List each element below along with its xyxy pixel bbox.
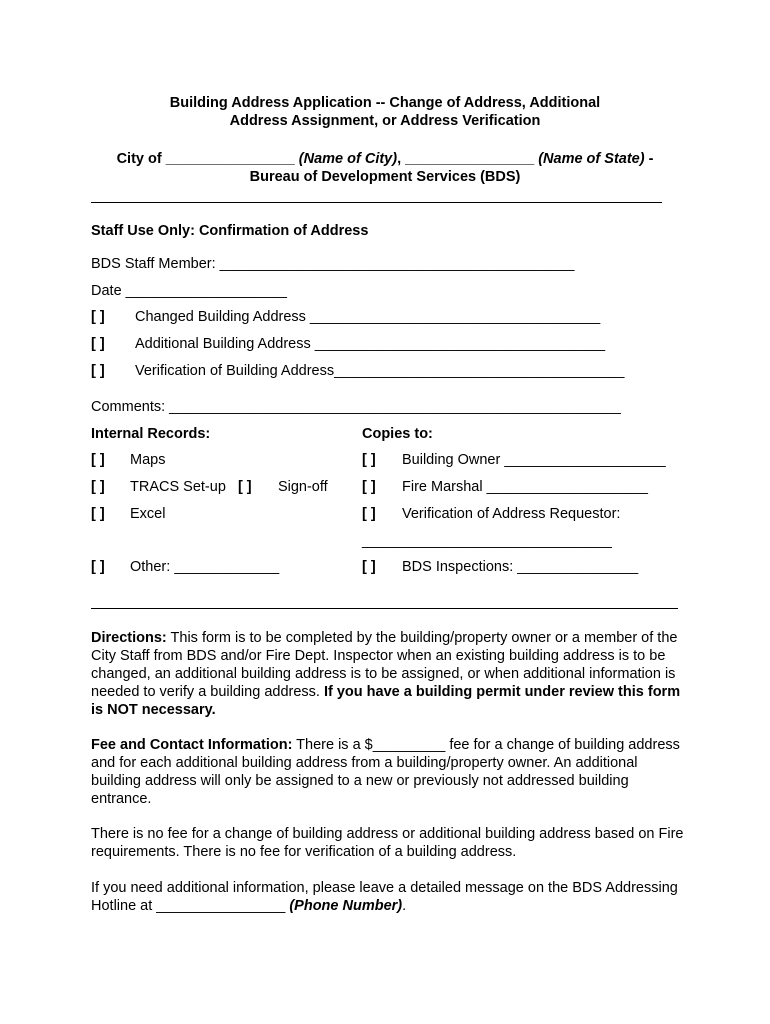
copies-bds-inspections[interactable] xyxy=(362,558,638,576)
excel-label: Excel xyxy=(130,506,166,522)
additional-address-label: Additional Building Address ____________________________________ xyxy=(135,336,606,352)
fee-text: There is a $_________ fee for a change of building address and for each additional building address from a building/property owner. An additional building address will only be assigned to a new or previously not addressed building entrance. xyxy=(91,737,680,807)
other-checkbox[interactable]: [ ] xyxy=(91,559,105,575)
other-label: Other: _____________ xyxy=(130,559,280,575)
contact-paragraph xyxy=(91,879,691,915)
verification-address-checkbox[interactable]: [ ] xyxy=(91,363,105,379)
copies-to-heading: Copies to: xyxy=(362,426,433,442)
internal-tracs[interactable] xyxy=(91,478,328,496)
copies-building-owner[interactable] xyxy=(362,451,666,469)
additional-address-checkbox[interactable]: [ ] xyxy=(91,336,105,352)
tracs-label: TRACS Set-up xyxy=(130,479,226,495)
no-fee-paragraph: There is no fee for a change of building address or additional building address based on Fire requirements. There is no fee for verification of a building address. xyxy=(91,826,684,860)
changed-address-checkbox[interactable]: [ ] xyxy=(91,309,105,325)
verification-requestor-line[interactable]: _______________________________ xyxy=(362,533,612,549)
verification-address-label: Verification of Building Address____________________________________ xyxy=(135,363,625,379)
maps-checkbox[interactable]: [ ] xyxy=(91,452,105,468)
form-title-line-2: Address Assignment, or Address Verification xyxy=(229,113,541,129)
internal-records-heading: Internal Records: xyxy=(91,426,211,442)
city-state-line xyxy=(0,150,770,168)
directions-paragraph xyxy=(91,629,691,719)
header-divider xyxy=(91,202,662,203)
form-title-line-1: Building Address Application -- Change of Address, Additional xyxy=(169,95,601,111)
option-verification-address[interactable] xyxy=(91,362,624,380)
staff-use-heading: Staff Use Only: Confirmation of Address xyxy=(91,223,369,239)
staff-member-field[interactable]: BDS Staff Member: ____________________________________________ xyxy=(91,256,575,272)
bds-inspections-checkbox[interactable]: [ ] xyxy=(362,559,376,575)
directions-label: Directions: xyxy=(91,630,167,646)
fire-marshal-label: Fire Marshal ____________________ xyxy=(402,479,648,495)
building-owner-checkbox[interactable]: [ ] xyxy=(362,452,376,468)
fee-paragraph xyxy=(91,736,691,808)
internal-maps[interactable] xyxy=(91,451,165,469)
state-separator: , ________________ xyxy=(397,151,535,167)
copies-verification-requestor[interactable] xyxy=(362,505,620,523)
option-changed-address[interactable] xyxy=(91,308,600,326)
verification-requestor-label: Verification of Address Requestor: xyxy=(402,506,621,522)
option-additional-address[interactable] xyxy=(91,335,605,353)
internal-excel[interactable] xyxy=(91,505,165,523)
changed-address-label: Changed Building Address ____________________________________ xyxy=(135,309,601,325)
verification-requestor-checkbox[interactable]: [ ] xyxy=(362,506,376,522)
directions-text: This form is to be completed by the building/property owner or a member of the City Staff from BDS and/or Fire Dept. Inspector when an existing building address is to be changed, an additional building address is to be assigned, or when additional information is needed to verify a building address. xyxy=(91,630,678,700)
contact-end: . xyxy=(402,898,407,914)
excel-checkbox[interactable]: [ ] xyxy=(91,506,105,522)
maps-label: Maps xyxy=(130,452,166,468)
phone-number-hint: (Phone Number) xyxy=(289,898,403,914)
fee-label: Fee and Contact Information: xyxy=(91,737,293,753)
state-dash: - xyxy=(644,151,654,167)
contact-text: If you need additional information, please leave a detailed message on the BDS Addressing Hotline at ________________ xyxy=(91,880,678,914)
tracs-checkbox[interactable]: [ ] xyxy=(91,479,105,495)
section-divider xyxy=(91,608,678,609)
copies-fire-marshal[interactable] xyxy=(362,478,648,496)
signoff-checkbox[interactable]: [ ] xyxy=(237,479,252,495)
signoff-label: Sign-off xyxy=(277,479,328,495)
city-prefix: City of ________________ xyxy=(116,151,295,167)
city-name-hint: (Name of City) xyxy=(298,151,398,167)
bds-inspections-label: BDS Inspections: _______________ xyxy=(402,559,639,575)
building-owner-label: Building Owner ____________________ xyxy=(402,452,666,468)
state-name-hint: (Name of State) xyxy=(538,151,645,167)
internal-other[interactable] xyxy=(91,558,279,576)
comments-field[interactable]: Comments: ________________________________________________________ xyxy=(91,399,621,415)
fire-marshal-checkbox[interactable]: [ ] xyxy=(362,479,376,495)
bureau-name: Bureau of Development Services (BDS) xyxy=(249,169,521,185)
date-field[interactable]: Date ____________________ xyxy=(91,283,287,299)
directions-permit-note: If you have a building permit under review this form is NOT necessary. xyxy=(91,684,681,718)
